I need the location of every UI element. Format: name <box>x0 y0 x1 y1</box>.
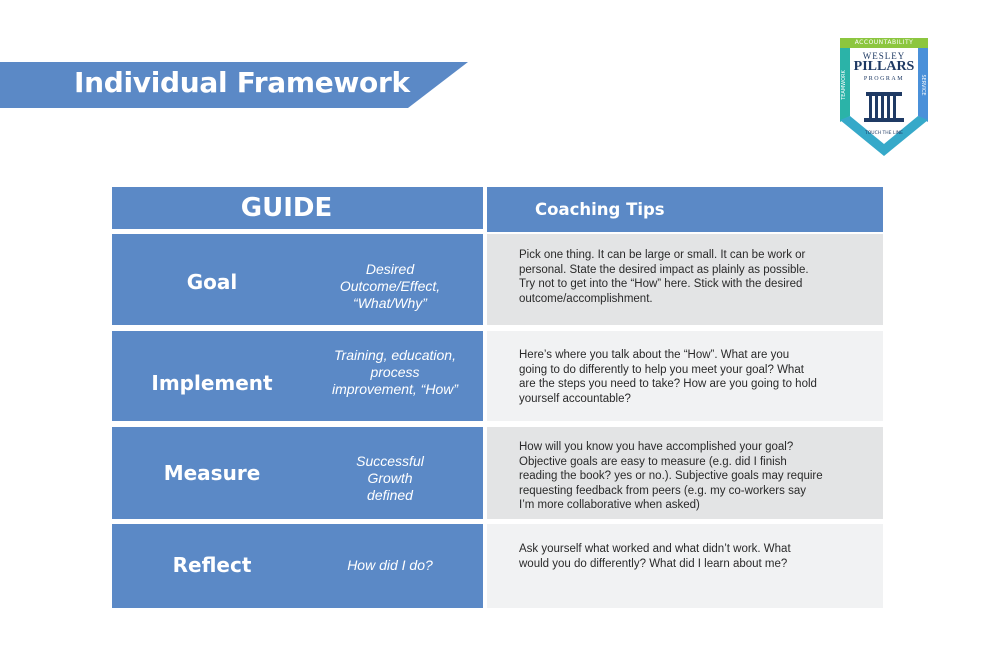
tip-row-implement <box>487 331 883 421</box>
logo-wesley-text: WESLEY <box>862 51 906 61</box>
row-desc-goal <box>315 261 465 312</box>
tip-text-measure: How will you know you have accomplished your goal? Objective goals are easy to measure (e.g. did I finish reading the book? yes or no.). Subjective goals may require requesting feedback from peers (e.g. my co-workers say I’m more collaborative when asked) <box>519 441 823 512</box>
guide-row-measure <box>112 427 483 519</box>
row-desc-measure-line: Successful <box>356 453 424 469</box>
guide-header: GUIDE <box>112 187 483 229</box>
logo-left-band-text: TEAMWORK <box>841 70 847 100</box>
logo-right-band-text: SERVICE <box>920 74 926 96</box>
tip-text-goal: Pick one thing. It can be large or small. It can be work or personal. State the desired impact as plainly as possible. Try not to get into the “How” here. Stick with the desired outcome/accomplishment. <box>519 249 809 305</box>
row-label-goal: Goal <box>186 270 238 294</box>
page-title: Individual Framework <box>74 66 410 99</box>
row-desc-goal-line: “What/Why” <box>353 295 427 311</box>
row-desc-goal-line: Outcome/Effect, <box>339 278 441 294</box>
logo-program-text: PROGRAM <box>863 76 905 82</box>
logo-top-band-text: ACCOUNTABILITY <box>854 39 914 46</box>
row-desc-implement-line: Training, education, <box>334 347 456 363</box>
row-desc-implement <box>320 347 470 398</box>
row-desc-goal-line: Desired <box>365 261 415 277</box>
logo-pillars-text: PILLARS <box>853 59 915 74</box>
row-label-reflect: Reflect <box>172 553 252 577</box>
guide-row-goal <box>112 234 483 325</box>
row-desc-reflect <box>315 557 465 574</box>
row-desc-implement-line: improvement, “How” <box>331 381 459 397</box>
logo-bottom-band-text: TOUCH THE LINE <box>865 131 903 136</box>
tip-row-measure <box>487 427 883 519</box>
row-desc-measure-line: Growth <box>367 470 413 486</box>
wesley-pillars-logo <box>838 36 930 158</box>
tip-row-goal <box>487 234 883 325</box>
row-desc-measure <box>315 453 465 504</box>
row-desc-measure-line: defined <box>367 487 413 503</box>
row-desc-reflect-line: How did I do? <box>347 557 433 573</box>
coaching-tips-header: Coaching Tips <box>487 187 883 232</box>
guide-row-reflect <box>112 524 483 608</box>
guide-row-implement <box>112 331 483 421</box>
row-label-implement: Implement <box>151 371 273 395</box>
tip-row-reflect <box>487 524 883 608</box>
row-desc-implement-line: process <box>370 364 420 380</box>
tip-text-reflect: Ask yourself what worked and what didn’t work. What would you do differently? What did I learn about me? <box>519 543 791 570</box>
row-label-measure: Measure <box>163 461 261 485</box>
tip-text-implement: Here’s where you talk about the “How”. What are you going to do differently to help you meet your goal? What are the steps you need to take? How are you going to hold yourself accountable? <box>519 349 817 405</box>
